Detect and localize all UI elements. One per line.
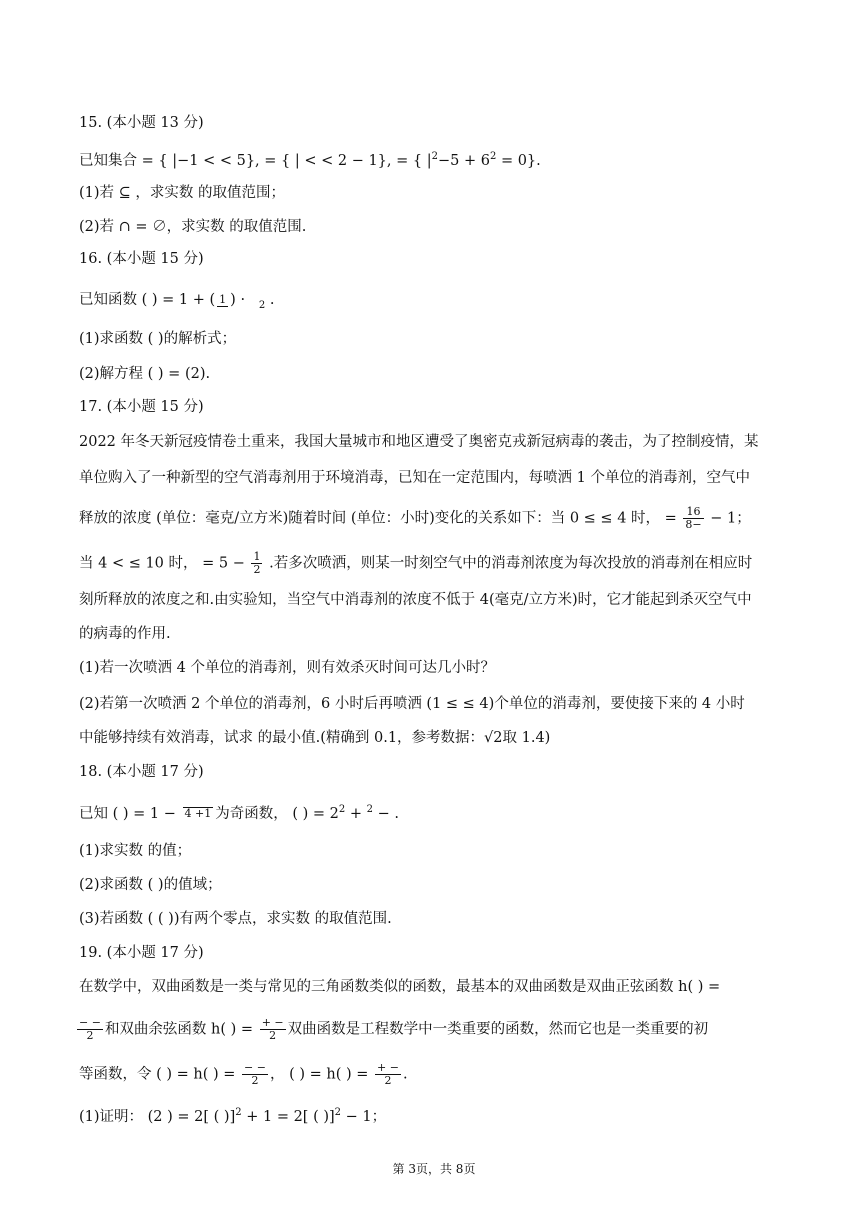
q18-fraction (183, 807, 214, 820)
q19-frac4-num: + − (377, 1061, 399, 1074)
q18-part1: (1)求实数 的值； (79, 843, 192, 859)
q15-stem (79, 147, 541, 171)
q18-stem-b: 为奇函数， ( ) = 2 (215, 805, 339, 822)
q17-line4 (79, 551, 752, 576)
q17-fraction-2 (251, 551, 262, 576)
q17-part2-a: (2)若第一次喷洒 2 个单位的消毒剂，6 小时后再喷洒 (1 ≤ ≤ 4)个单位的消毒剂，要使接下来的 4 小时 (79, 696, 745, 712)
q19-frac1-den: 2 (86, 1029, 94, 1042)
q19-part1-sup2: 2 (334, 1107, 342, 1118)
q15-stem-a: 已知集合 = { |−1 < < 5}, = { | < < 2 − 1}, = { | (79, 152, 432, 169)
q19-fraction-3 (242, 1062, 268, 1087)
q19-line3-a: 等函数，令 ( ) = h( ) = (79, 1066, 236, 1083)
q15-heading: 15. (本小题 13 分) (79, 115, 204, 131)
q19-frac4-den: 2 (384, 1074, 392, 1087)
q19-fraction-1 (77, 1017, 103, 1042)
q17-line3-a: 释放的浓度 (单位：毫克/立方米)随着时间 (单位：小时)变化的关系如下：当 0 ≤ ≤ 4 时， = (79, 510, 677, 527)
q17-frac2-num: 1 (253, 550, 261, 563)
q18-stem-c: + (349, 805, 362, 822)
q19-frac2-den: 2 (269, 1029, 277, 1042)
q19-line1: 在数学中，双曲函数是一类与常见的三角函数类似的函数，最基本的双曲函数是双曲正弦函数 h( ) = (79, 979, 721, 995)
q16-heading: 16. (本小题 15 分) (79, 251, 204, 267)
q19-line3 (79, 1062, 408, 1087)
q17-line6: 的病毒的作用. (79, 626, 171, 642)
page-footer: 第 3页，共 8页 (392, 1162, 476, 1176)
q18-sup2: 2 (366, 804, 373, 815)
q17-line4-a: 当 4 < ≤ 10 时， = 5 − (79, 555, 245, 572)
q19-line3-c: . (402, 1066, 408, 1083)
q18-frac-den: 4 +1 (184, 807, 212, 821)
q18-part3: (3)若函数 ( ( ))有两个零点，求实数 的取值范围. (79, 911, 392, 927)
q19-frac2-num: + − (261, 1016, 284, 1029)
q19-part1-sup1: 2 (235, 1107, 242, 1118)
q16-stem-a: 已知函数 ( ) = 1 + (79, 292, 205, 308)
q18-heading: 18. (本小题 17 分) (79, 764, 204, 780)
q19-part1-b: + 1 = 2[ ( )] (246, 1108, 335, 1125)
q15-stem-sup1: 2 (431, 151, 438, 162)
q18-stem-a: 已知 ( ) = 1 − (79, 805, 176, 822)
q16-stem: 已知函数 ( ) = 1 + ( 1 ) · $_2$ . (79, 292, 275, 311)
q16-fraction (217, 294, 228, 307)
q19-frac3-den: 2 (251, 1074, 259, 1087)
q17-line3 (79, 506, 751, 531)
q17-frac1-num: 16 (683, 506, 703, 519)
q16-stem-sub: 2 (258, 299, 266, 311)
q17-fraction-1 (683, 506, 703, 531)
q17-frac2-den: 2 (253, 563, 261, 576)
q18-stem (79, 800, 399, 824)
q15-part2: (2)若 ∩ = ∅，求实数 的取值范围. (79, 219, 307, 235)
q16-stem-c: . (269, 292, 275, 308)
q16-part1: (1)求函数 ( )的解析式； (79, 331, 237, 347)
q16-stem-b: · (240, 292, 246, 308)
q15-stem-sup2: 2 (489, 151, 497, 162)
q19-fraction-4 (375, 1062, 401, 1087)
q17-part2-b: 中能够持续有效消毒，试求 的最小值.(精确到 0.1，参考数据：√2取 1.4) (79, 730, 551, 746)
q17-part1: (1)若一次喷洒 4 个单位的消毒剂，则有效杀灭时间可达几小时？ (79, 660, 495, 676)
q19-line2-b: 双曲函数是工程数学中一类重要的函数，然而它也是一类重要的初 (287, 1021, 709, 1038)
q17-heading: 17. (本小题 15 分) (79, 399, 204, 415)
q17-line3-b: − 1； (710, 510, 751, 527)
q15-stem-c: = 0}. (500, 152, 541, 169)
q18-sup1: 2 (338, 804, 346, 815)
q18-stem-d: − . (377, 805, 399, 822)
q17-line4-b: .若多次喷洒，则某一时刻空气中的消毒剂浓度为每次投放的消毒剂在相应时 (269, 555, 753, 572)
q16-frac-num: 1 (219, 292, 227, 306)
q19-fraction-2 (260, 1017, 286, 1042)
q19-line2 (75, 1017, 708, 1042)
q19-frac3-num: − − (244, 1061, 266, 1074)
q19-part1-c: − 1； (345, 1108, 387, 1125)
q17-line2: 单位购入了一种新型的空气消毒剂用于环境消毒，已知在一定范围内，每喷洒 1 个单位的消毒剂，空气中 (79, 470, 750, 486)
q19-heading: 19. (本小题 17 分) (79, 945, 204, 961)
q17-line5: 刻所释放的浓度之和.由实验知，当空气中消毒剂的浓度不低于 4(毫克/立方米)时，它才能起到杀灭空气中 (79, 592, 752, 608)
q19-part1-a: (1)证明： (2 ) = 2[ ( )] (79, 1108, 236, 1125)
q17-frac1-den: 8− (685, 518, 702, 531)
q17-line1: 2022 年冬天新冠疫情卷土重来，我国大量城市和地区遭受了奥密克戎新冠病毒的袭击，为了控制疫情，某 (79, 434, 759, 450)
q19-line3-b: ， ( ) = h( ) = (269, 1066, 369, 1083)
q16-part2: (2)解方程 ( ) = (2). (79, 366, 211, 382)
q19-frac1-num: − − (79, 1016, 101, 1029)
q19-line2-a: 和双曲余弦函数 h( ) = (104, 1021, 254, 1038)
q15-part1: (1)若 ⊆ ，求实数 的取值范围； (79, 185, 286, 201)
q19-part1 (79, 1103, 386, 1127)
q15-stem-b: −5 + 6 (437, 152, 490, 169)
q18-part2: (2)求函数 ( )的值域； (79, 877, 222, 893)
